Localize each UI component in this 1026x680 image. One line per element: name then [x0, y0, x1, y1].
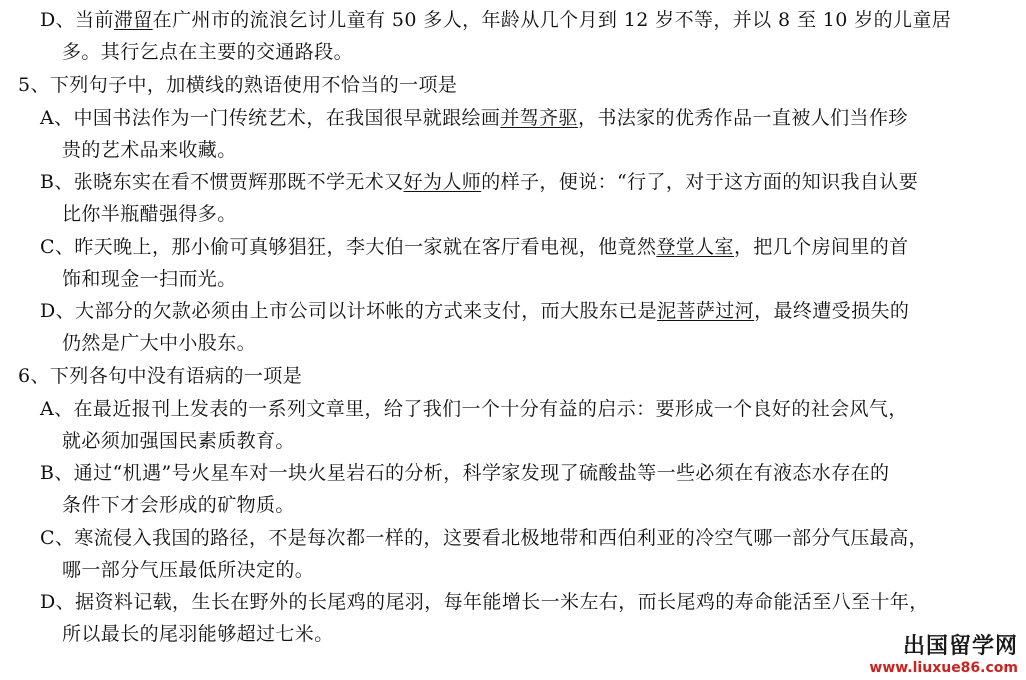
option-label: B、: [40, 462, 74, 484]
watermark-url: www.liuxue86.com: [869, 660, 1018, 676]
option-label: D、: [40, 9, 76, 31]
text-run: 张晓东实在看不惯贾辉那既不学无术又: [73, 171, 404, 193]
text-run: 当前: [75, 9, 114, 31]
q5-option-a-line1: [40, 106, 908, 130]
q5-option-b-line1: [40, 170, 918, 194]
site-watermark: [869, 634, 1018, 676]
q5-option-b-line2: 比你半瓶醋强得多。: [62, 203, 237, 225]
text-run: 通过“机遇”号火星车对一块火星岩石的分析，科学家发现了硫酸盐等一些必须在有液态水存在的: [73, 462, 890, 484]
text-run: 昨天晚上，那小偷可真够猖狂，李大伯一家就在客厅看电视，他竟然: [74, 236, 657, 258]
underlined-phrase: 泥菩萨过河: [657, 300, 755, 322]
option-label: A、: [40, 398, 74, 420]
q5-option-c-line2: 饰和现金一扫而光。: [62, 268, 237, 290]
q6-option-c-line2: 哪一部分气压最低所决定的。: [62, 559, 315, 581]
text-run: ，把几个房间里的首: [733, 236, 909, 258]
q5-stem: 5、下列句子中，加横线的熟语使用不恰当的一项是: [18, 74, 458, 96]
q4-option-d-line2: 多。其行乞点在主要的交通路段。: [62, 41, 354, 63]
option-label: D、: [40, 300, 76, 322]
underlined-phrase: 好为人师: [403, 171, 482, 193]
text-run: 寒流侵入我国的路径，不是每次都一样的，这要看北极地带和西伯利亚的冷空气哪一部分气压最高，: [74, 527, 928, 549]
q4-option-d-line1: [40, 8, 951, 32]
underlined-phrase: 登堂人室: [656, 236, 734, 258]
q6-option-a-line2: 就必须加强国民素质教育。: [62, 430, 295, 452]
underlined-phrase: 并驾齐驱: [500, 107, 578, 129]
q5-option-a-line2: 贵的艺术品来收藏。: [62, 139, 237, 161]
q6-option-b-line1: [40, 461, 889, 485]
q6-option-d-line1: [40, 590, 929, 614]
q6-option-b-line2: 条件下才会形成的矿物质。: [62, 494, 295, 516]
text-run: 大部分的欠款必须由上市公司以计坏帐的方式来支付，而大股东已是: [75, 300, 658, 322]
q5-option-d-line1: [40, 299, 909, 323]
q5-option-d-line2: 仍然是广大中小股东。: [62, 332, 257, 354]
q6-option-a-line1: [40, 397, 908, 421]
option-label: A、: [40, 107, 74, 129]
text-run: ，最终遭受损失的: [754, 300, 910, 322]
watermark-site-name: 出国留学网: [902, 634, 1018, 659]
option-label: D、: [40, 591, 76, 613]
option-label: B、: [40, 171, 74, 193]
text-run: 在广州市的流浪乞讨儿童有 50 多人，年龄从几个月到 12 岁不等，并以 8 至 10 岁的儿童居: [152, 9, 952, 31]
q5-option-c-line1: [40, 235, 909, 259]
option-label: C、: [40, 527, 75, 549]
text-run: 中国书法作为一门传统艺术，在我国很早就跟绘画: [73, 107, 501, 129]
text-run: 据资料记载，生长在野外的长尾鸡的尾羽，每年能增长一米左右，而长尾鸡的寿命能活至八至十年，: [75, 591, 929, 613]
q6-stem: 6、下列各句中没有语病的一项是: [18, 365, 303, 387]
q6-option-d-line2: 所以最长的尾羽能够超过七米。: [62, 623, 334, 645]
text-run: ，书法家的优秀作品一直被人们当作珍: [577, 107, 908, 129]
q6-option-c-line1: [40, 526, 928, 550]
text-run: 在最近报刊上发表的一系列文章里，给了我们一个十分有益的启示：要形成一个良好的社会风气，: [73, 398, 908, 420]
option-label: C、: [40, 236, 75, 258]
underlined-phrase: 滞留: [113, 9, 153, 31]
text-run: 的样子，便说：“行了，对于这方面的知识我自认要: [481, 171, 919, 193]
